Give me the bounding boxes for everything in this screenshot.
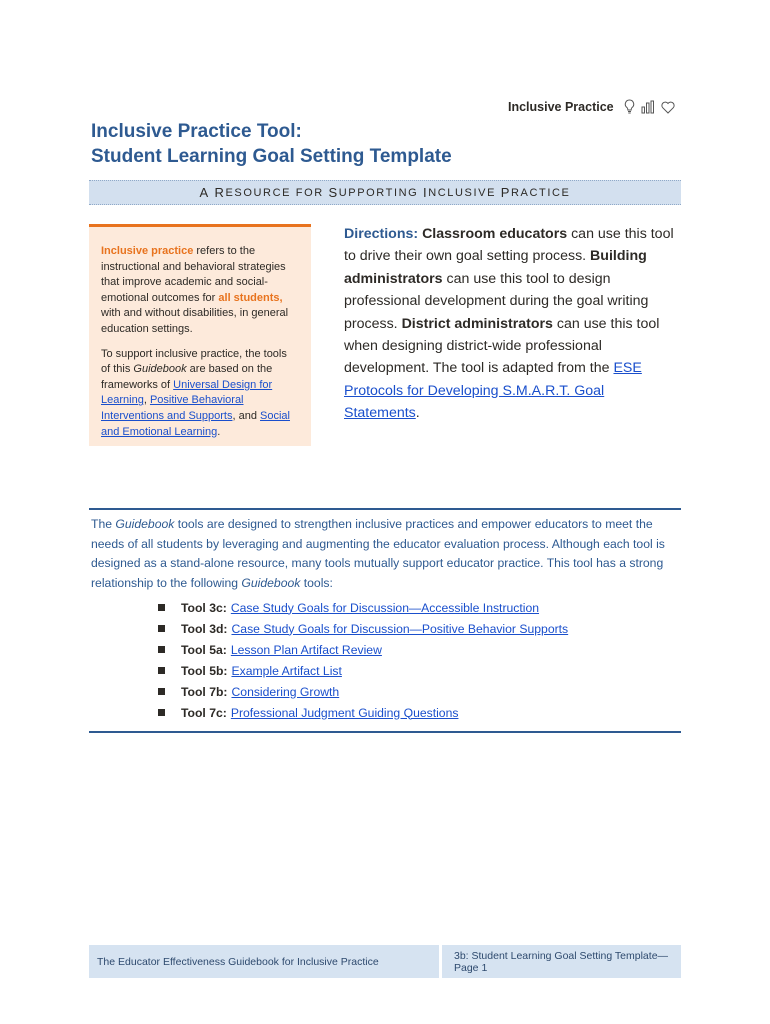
- directions-text: can use this tool to drive their own goal setting process.: [344, 226, 674, 265]
- udl-link[interactable]: Universal Design for Learning: [101, 378, 273, 407]
- list-item: [158, 597, 568, 618]
- tool-code: Tool 5b:: [181, 663, 228, 678]
- tool-3c-link[interactable]: Case Study Goals for Discussion—Accessible Instruction: [230, 600, 540, 615]
- tool-7c-link[interactable]: Professional Judgment Guiding Questions: [230, 705, 459, 720]
- list-item: [158, 681, 568, 702]
- sidebar-frameworks: [101, 347, 299, 441]
- list-item: [158, 702, 568, 723]
- footer-guidebook-title: The Educator Effectiveness Guidebook for Inclusive Practice: [89, 945, 439, 978]
- brand-header: [508, 97, 675, 117]
- square-bullet-icon: [158, 646, 165, 653]
- separator: , and: [232, 409, 261, 422]
- definition-text-end: with and without disabilities, in general education settings.: [101, 307, 289, 335]
- directions-paragraph: [344, 223, 676, 425]
- brand-name: Inclusive Practice: [508, 100, 614, 114]
- square-bullet-icon: [158, 604, 165, 611]
- lightbulb-icon: [624, 99, 635, 115]
- banner-word: A: [199, 185, 210, 200]
- ese-protocols-link[interactable]: ESE Protocols for Developing S.M.A.R.T. Goal Statements: [344, 360, 642, 422]
- banner-word-rest: NCLUSIVE: [428, 186, 497, 199]
- title-line-2: Student Learning Goal Setting Template: [91, 146, 452, 167]
- tool-5a-link[interactable]: Lesson Plan Artifact Review: [230, 642, 382, 657]
- intro-text: tools:: [300, 575, 333, 590]
- banner-word: P: [500, 185, 511, 200]
- tool-code: Tool 3d:: [181, 621, 228, 636]
- role-district-administrators: District administrators: [401, 315, 553, 332]
- sidebar-definition: [101, 244, 299, 338]
- role-building-administrators: Building administrators: [344, 248, 647, 287]
- tool-7b-link[interactable]: Considering Growth: [231, 684, 340, 699]
- bar-chart-icon: [641, 100, 655, 114]
- banner-word-rest: RACTICE: [510, 186, 571, 199]
- pbis-link[interactable]: Positive Behavioral Interventions and Supports: [101, 394, 244, 422]
- tool-code: Tool 5a:: [181, 642, 227, 657]
- footer-page-label: 3b: Student Learning Goal Setting Template—Page 1: [442, 945, 681, 978]
- intro-text: tools are designed to strengthen inclusive practices and empower educators to meet the needs of all students by leveraging and augmenting the educator evaluation process. Although each tool is designed as a stand-alone resource, many tools mutually support educator practice. This tool has a strong relationship to the following: [91, 517, 665, 590]
- page-title: [91, 119, 452, 169]
- directions-end: .: [415, 405, 420, 422]
- banner-word-rest: FOR: [295, 186, 324, 199]
- banner-word-rest: UPPORTING: [338, 186, 419, 199]
- banner-word: R: [214, 185, 226, 200]
- guidebook-italic: Guidebook: [133, 363, 187, 376]
- square-bullet-icon: [158, 667, 165, 674]
- banner-word-rest: ESOURCE: [225, 186, 292, 199]
- sel-link[interactable]: Social and Emotional Learning: [101, 409, 290, 438]
- inclusive-practice-sidebar: [89, 224, 311, 446]
- directions-text: can use this tool to design professional development during the goal writing process.: [344, 270, 649, 332]
- frameworks-text-2: are based on the frameworks of: [101, 363, 273, 391]
- square-bullet-icon: [158, 625, 165, 632]
- resource-banner: [89, 180, 681, 205]
- tool-3d-link[interactable]: Case Study Goals for Discussion—Positive Behavior Supports: [231, 621, 569, 636]
- tool-code: Tool 7c:: [181, 705, 227, 720]
- list-item: [158, 660, 568, 681]
- square-bullet-icon: [158, 688, 165, 695]
- banner-word: S: [328, 185, 339, 200]
- related-tools-list: [158, 597, 568, 723]
- role-classroom-educators: Classroom educators: [422, 226, 568, 242]
- list-item: [158, 618, 568, 639]
- separator: ,: [143, 394, 150, 407]
- separator: .: [217, 425, 221, 438]
- frameworks-text: To support inclusive practice, the tools of this: [101, 347, 287, 376]
- all-students-emphasis: all students,: [218, 291, 283, 304]
- title-line-1: Inclusive Practice Tool:: [91, 121, 302, 142]
- banner-word: I: [422, 185, 429, 200]
- heart-icon: [661, 101, 675, 114]
- tool-code: Tool 3c:: [181, 600, 227, 615]
- guidebook-italic: Guidebook: [115, 517, 175, 531]
- tool-code: Tool 7b:: [181, 684, 228, 699]
- intro-text: The: [91, 517, 116, 531]
- definition-term: Inclusive practice: [101, 245, 194, 257]
- definition-text: refers to the instructional and behavioral strategies that improve academic and social-emotional outcomes for: [101, 245, 286, 304]
- related-tools-intro: [91, 515, 681, 593]
- list-item: [158, 639, 568, 660]
- directions-text: can use this tool when designing district-wide professional development. The tool is adapted from the: [344, 315, 660, 377]
- square-bullet-icon: [158, 709, 165, 716]
- directions-label: Directions:: [344, 226, 419, 242]
- guidebook-italic: Guidebook: [241, 575, 301, 590]
- tool-5b-link[interactable]: Example Artifact List: [231, 663, 342, 678]
